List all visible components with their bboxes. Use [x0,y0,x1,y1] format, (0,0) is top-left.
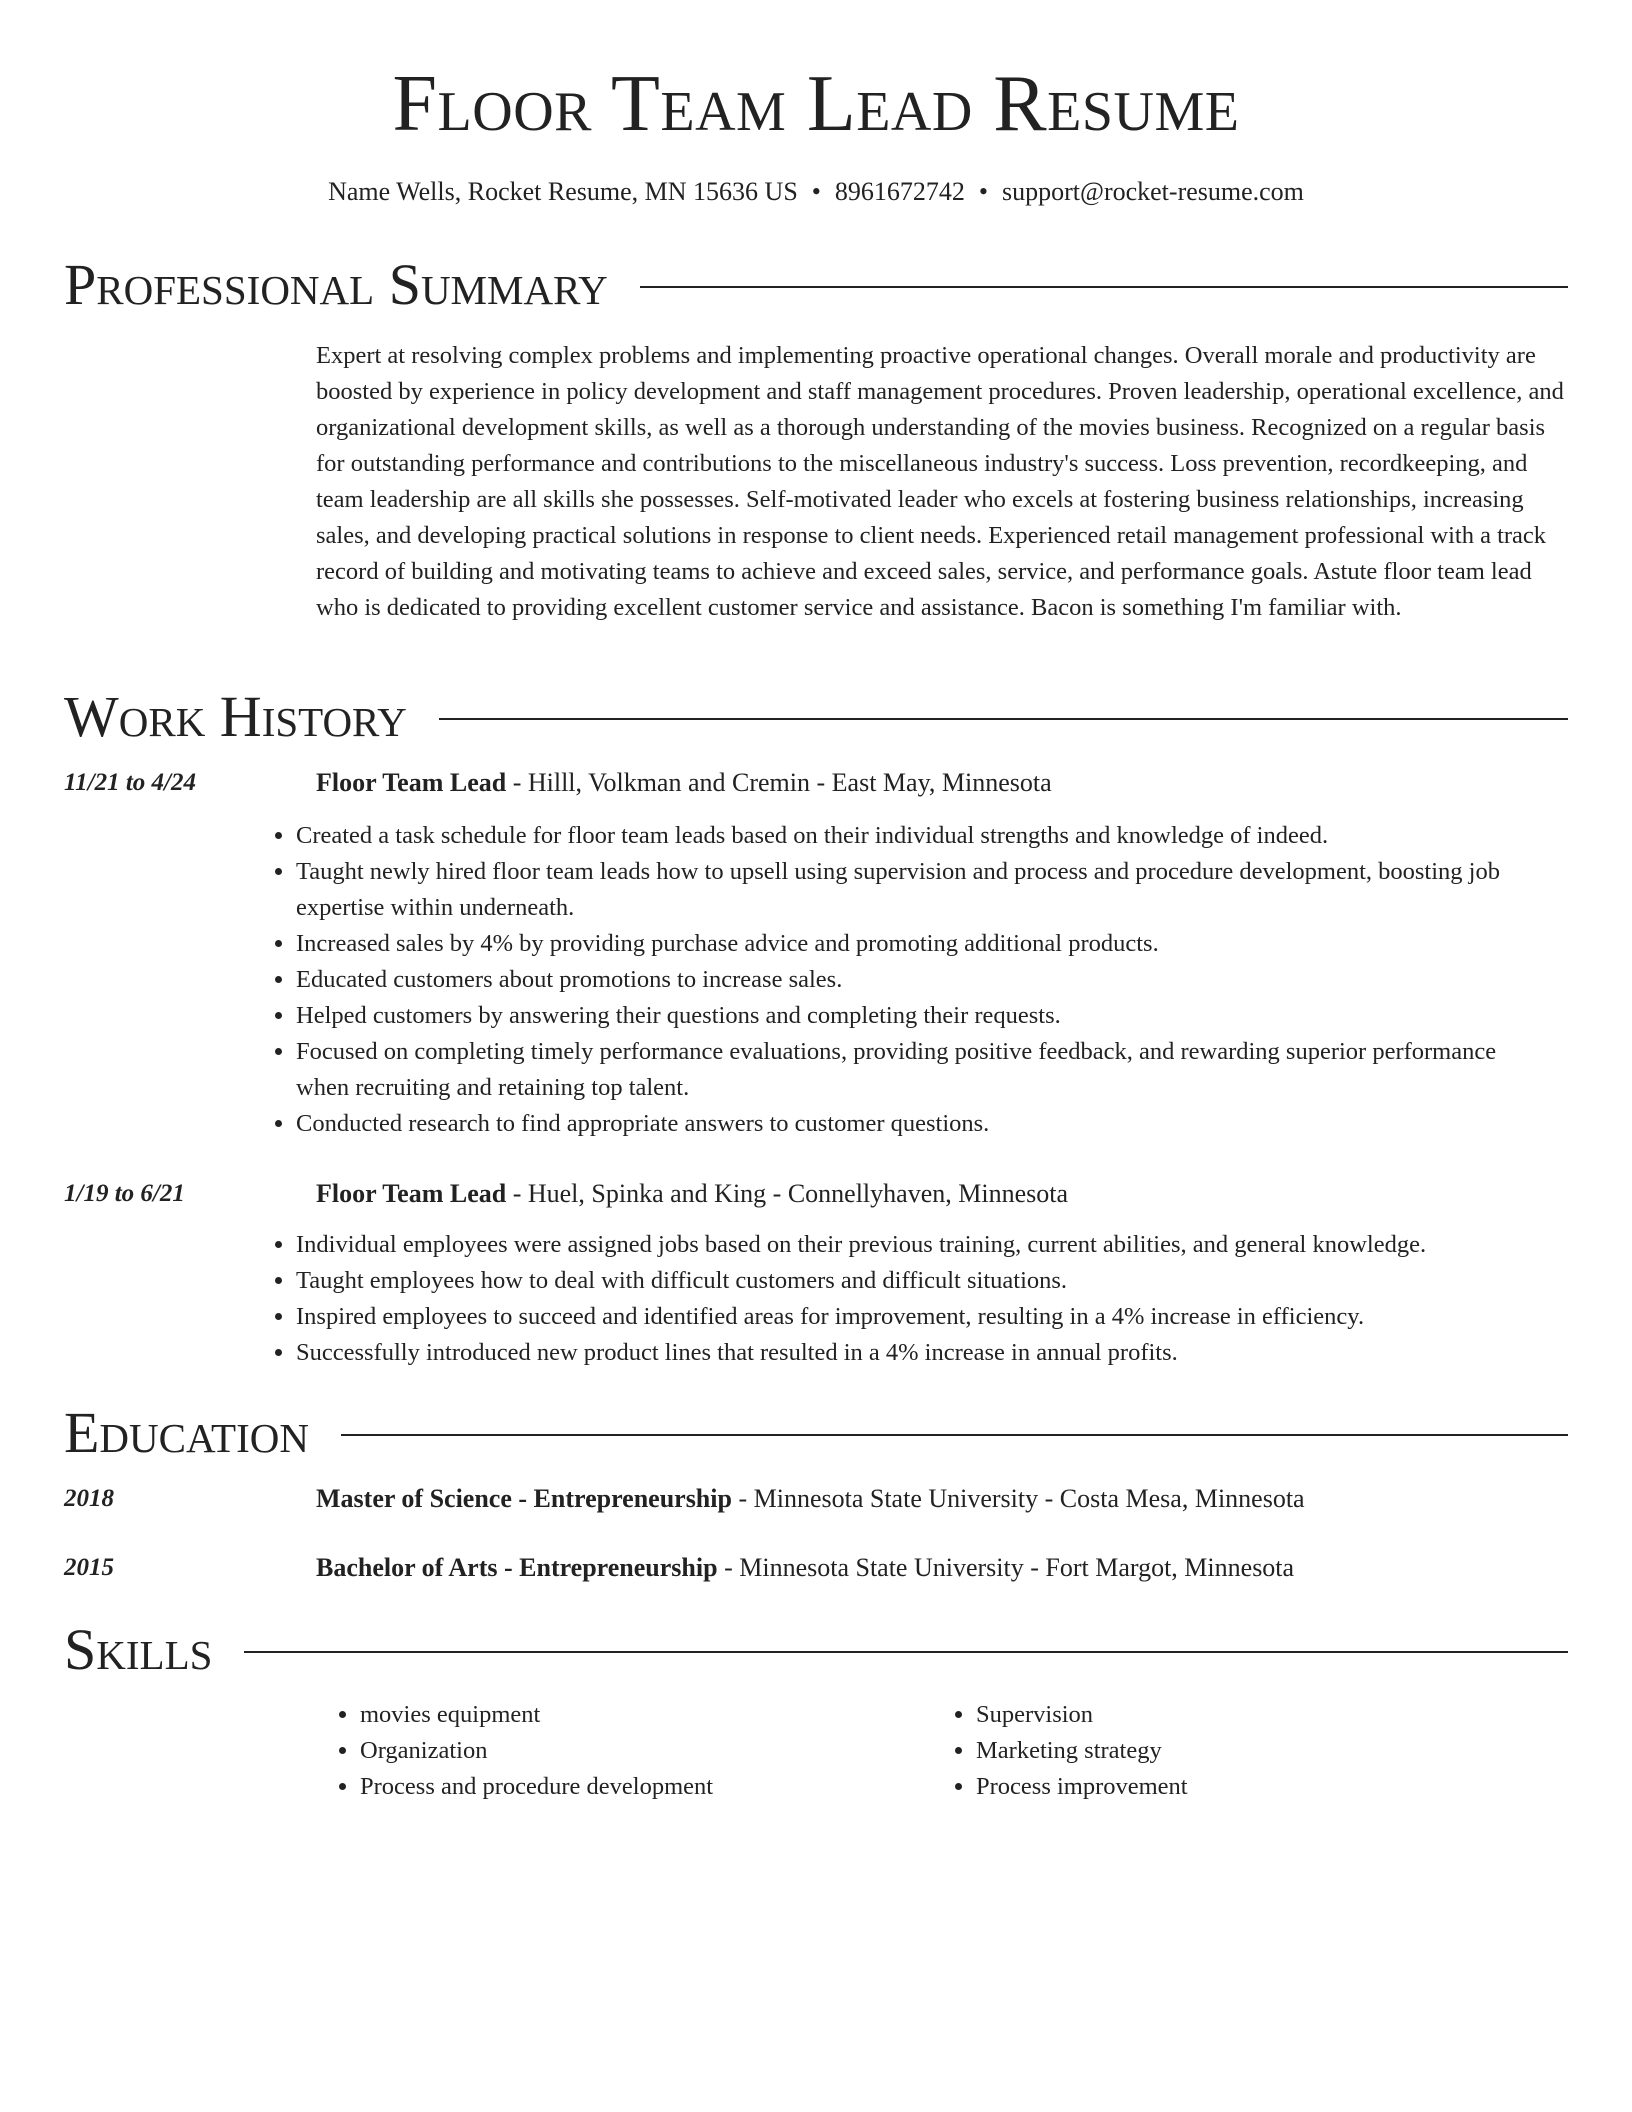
job-title: Floor Team Lead [316,1179,507,1208]
education-heading-line [316,1481,1305,1517]
education-heading-line [316,1550,1294,1586]
education-details: - Minnesota State University - Costa Mesa, Minnesota [731,1484,1305,1513]
education-year: 2015 [64,1554,114,1581]
contact-line [0,174,1632,210]
contact-separator: • [978,177,988,206]
list-item: • Taught employees how to deal with difficult customers and difficult situations. [296,1263,1512,1299]
summary-text: Expert at resolving complex problems and implementing proactive operational changes. Overall morale and productivity are boosted by experience in policy development and staff management procedures. Proven leadership, operational excellence, and organizational development skills, as well as a thorough understanding of the movies business. Recognized on a regular basis for outstanding performance and contributions to the miscellaneous industry's success. Loss prevention, recordkeeping, and team leadership are all skills she possesses. Self-motivated leader who excels at fostering business relationships, increasing sales, and developing practical solutions in response to client needs. Experienced retail management professional with a track record of building and motivating teams to achieve and exceed sales, service, and performance goals. Astute floor team lead who is dedicated to providing excellent customer service and assistance. Bacon is something I'm familiar with. [316,342,1564,621]
list-item: • Individual employees were assigned jobs based on their previous training, current abilities, and general knowledge. [296,1227,1512,1263]
skill-item: • Process and procedure development [360,1769,713,1805]
degree-name: Master of Science - Entrepreneurship [316,1484,732,1513]
skills-heading: Skills [64,1617,213,1682]
skills-section-header [64,1617,1568,1683]
job-bullets [252,818,1512,1142]
skills-list-left [316,1697,713,1805]
skills-list-right [932,1697,1188,1805]
skill-item: • Marketing strategy [976,1733,1188,1769]
list-item: • Helped customers by answering their questions and completing their requests. [296,998,1512,1034]
list-item: • Conducted research to find appropriate answers to customer questions. [296,1106,1512,1142]
summary-heading: Professional Summary [64,252,608,317]
section-divider [244,1651,1568,1653]
contact-separator: • [811,177,821,206]
job-details: - Hilll, Volkman and Cremin - East May, Minnesota [506,768,1052,797]
job-details: - Huel, Spinka and King - Connellyhaven, Minnesota [506,1179,1068,1208]
list-item: • Inspired employees to succeed and identified areas for improvement, resulting in a 4% increase in efficiency. [296,1299,1512,1335]
list-item: • Created a task schedule for floor team leads based on their individual strengths and knowledge of indeed. [296,818,1512,854]
section-divider [640,286,1568,288]
skill-item: • movies equipment [360,1697,713,1733]
job-heading [316,1176,1068,1212]
skill-item: • Organization [360,1733,713,1769]
contact-address: Name Wells, Rocket Resume, MN 15636 US [328,177,798,206]
work-section-header [64,684,1568,750]
list-item: • Educated customers about promotions to increase sales. [296,962,1512,998]
education-heading: Education [64,1400,309,1465]
job-bullets [252,1227,1512,1371]
list-item: • Increased sales by 4% by providing purchase advice and promoting additional products. [296,926,1512,962]
education-year: 2018 [64,1485,114,1512]
list-item: • Taught newly hired floor team leads how to upsell using supervision and process and procedure development, boosting job expertise within underneath. [296,854,1512,926]
list-item: • Focused on completing timely performance evaluations, providing positive feedback, and rewarding superior performance when recruiting and retaining top talent. [296,1034,1512,1106]
summary-section-header [64,252,1568,318]
work-heading: Work History [64,684,407,749]
education-section-header [64,1400,1568,1466]
job-title: Floor Team Lead [316,768,507,797]
list-item: • Successfully introduced new product lines that resulted in a 4% increase in annual profits. [296,1335,1512,1371]
resume-title: Floor Team Lead Resume [392,60,1240,148]
education-details: - Minnesota State University - Fort Margot, Minnesota [717,1553,1295,1582]
skill-item: • Process improvement [976,1769,1188,1805]
job-dates: 11/21 to 4/24 [64,769,196,796]
section-divider [341,1434,1568,1436]
skill-item: • Supervision [976,1697,1188,1733]
job-heading [316,765,1052,801]
contact-phone: 8961672742 [834,177,965,206]
section-divider [439,718,1568,720]
degree-name: Bachelor of Arts - Entrepreneurship [316,1553,718,1582]
contact-email: support@rocket-resume.com [1002,177,1304,206]
job-dates: 1/19 to 6/21 [64,1180,185,1207]
